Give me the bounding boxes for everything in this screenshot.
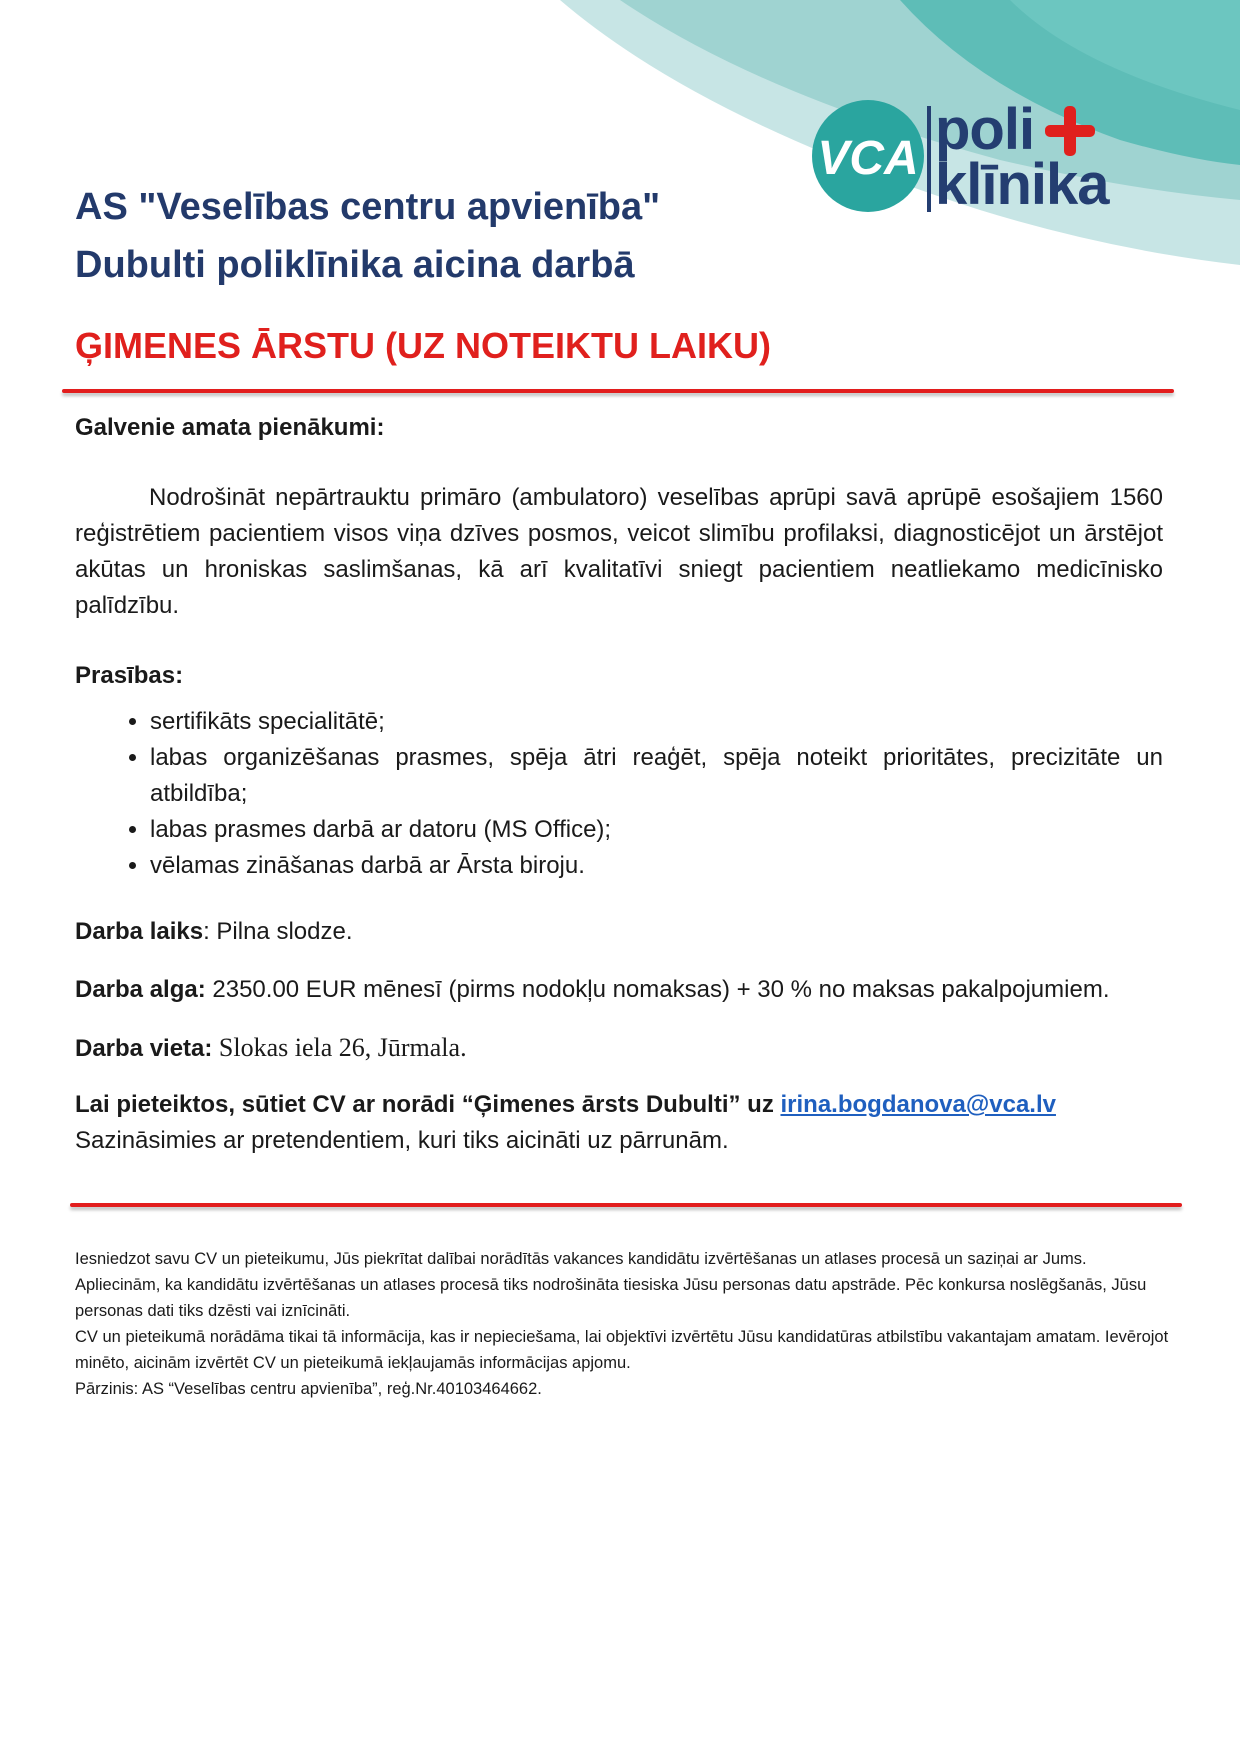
salary-label: Darba alga: <box>75 976 206 1003</box>
vacancy-content <box>75 410 1163 1159</box>
divider-top <box>62 389 1174 393</box>
divider-bottom <box>70 1203 1182 1207</box>
location-value: Slokas iela 26, Jūrmala. <box>212 1033 467 1062</box>
email-link[interactable]: irina.bogdanova@vca.lv <box>780 1091 1056 1118</box>
location-label: Darba vieta: <box>75 1035 213 1062</box>
privacy-paragraph: Iesniedzot savu CV un pieteikumu, Jūs piekrītat dalībai norādītās vakances kandidātu izvērtēšanas un atlases procesā un saziņai ar Jums. <box>75 1250 1087 1268</box>
privacy-notice <box>75 1246 1175 1402</box>
list-item: • sertifikāts specialitātē; <box>150 704 1163 740</box>
apply-info <box>75 1087 1163 1159</box>
requirements-title: Prasības: <box>75 662 184 689</box>
location <box>75 1030 1163 1067</box>
requirements-list <box>75 704 1163 884</box>
page-title <box>75 178 660 294</box>
work-time-value: : Pilna slodze. <box>203 918 353 945</box>
list-item: • labas organizēšanas prasmes, spēja ātri reaģēt, spēja noteikt prioritātes, precizitāte un atbildība; <box>150 740 1163 812</box>
work-time <box>75 914 1163 950</box>
page-title-line2: Dubulti poliklīnika aicina darbā <box>75 244 635 286</box>
apply-text: Lai pieteiktos, sūtiet CV ar norādi “Ģimenes ārsts Dubulti” uz <box>75 1091 781 1118</box>
logo-wordmark <box>935 97 1109 218</box>
logo-wordmark-line1: poli <box>935 97 1035 162</box>
duties-text: Nodrošināt nepārtrauktu primāro (ambulatoro) veselības aprūpi savā aprūpē esošajiem 1560 reģistrētiem pacientiem visos viņa dzīves posmos, veicot slimību profilaksi, diagnosticējot un ārstējot akūtas un hroniskas saslimšanas, kā arī kvalitatīvi sniegt pacientiem neatliekamo medicīnisko palīdzību. <box>75 484 1163 619</box>
logo-badge-text: VCA <box>817 132 919 185</box>
privacy-paragraph: Pārzinis: AS “Veselības centru apvienība”, reģ.Nr.40103464662. <box>75 1380 542 1398</box>
logo-wordmark-line2: klīnika <box>935 152 1109 218</box>
salary <box>75 972 1163 1008</box>
list-item: • labas prasmes darbā ar datoru (MS Office); <box>150 812 1163 848</box>
duties-title: Galvenie amata pienākumi: <box>75 414 385 441</box>
apply-note: Sazināsimies ar pretendentiem, kuri tiks aicināti uz pārrunām. <box>75 1127 729 1154</box>
privacy-paragraph: Apliecinām, ka kandidātu izvērtēšanas un atlases procesā tiks nodrošināta tiesiska Jūsu personas datu apstrāde. Pēc konkursa noslēgšanās, Jūsu personas dati tiks dzēsti vai iznīcināti. <box>75 1276 1147 1320</box>
list-item: • vēlamas zināšanas darbā ar Ārsta biroju. <box>150 848 1163 884</box>
privacy-paragraph: CV un pieteikumā norādāma tikai tā informācija, kas ir nepieciešama, lai objektīvi izvērtētu Jūsu kandidatūras atbilstību vakantajam amatam. Ievērojot minēto, aicinām izvērtēt CV un pieteikumā iekļaujamās informācijas apjomu. <box>75 1328 1169 1372</box>
page-title-line1: AS "Veselības centru apvienība" <box>75 186 661 228</box>
position-title: ĢIMENES ĀRSTU (UZ NOTEIKTU LAIKU) <box>75 325 771 366</box>
salary-value: 2350.00 EUR mēnesī (pirms nodokļu nomaksas) + 30 % no maksas pakalpojumiem. <box>205 976 1110 1003</box>
work-time-label: Darba laiks <box>75 918 204 945</box>
